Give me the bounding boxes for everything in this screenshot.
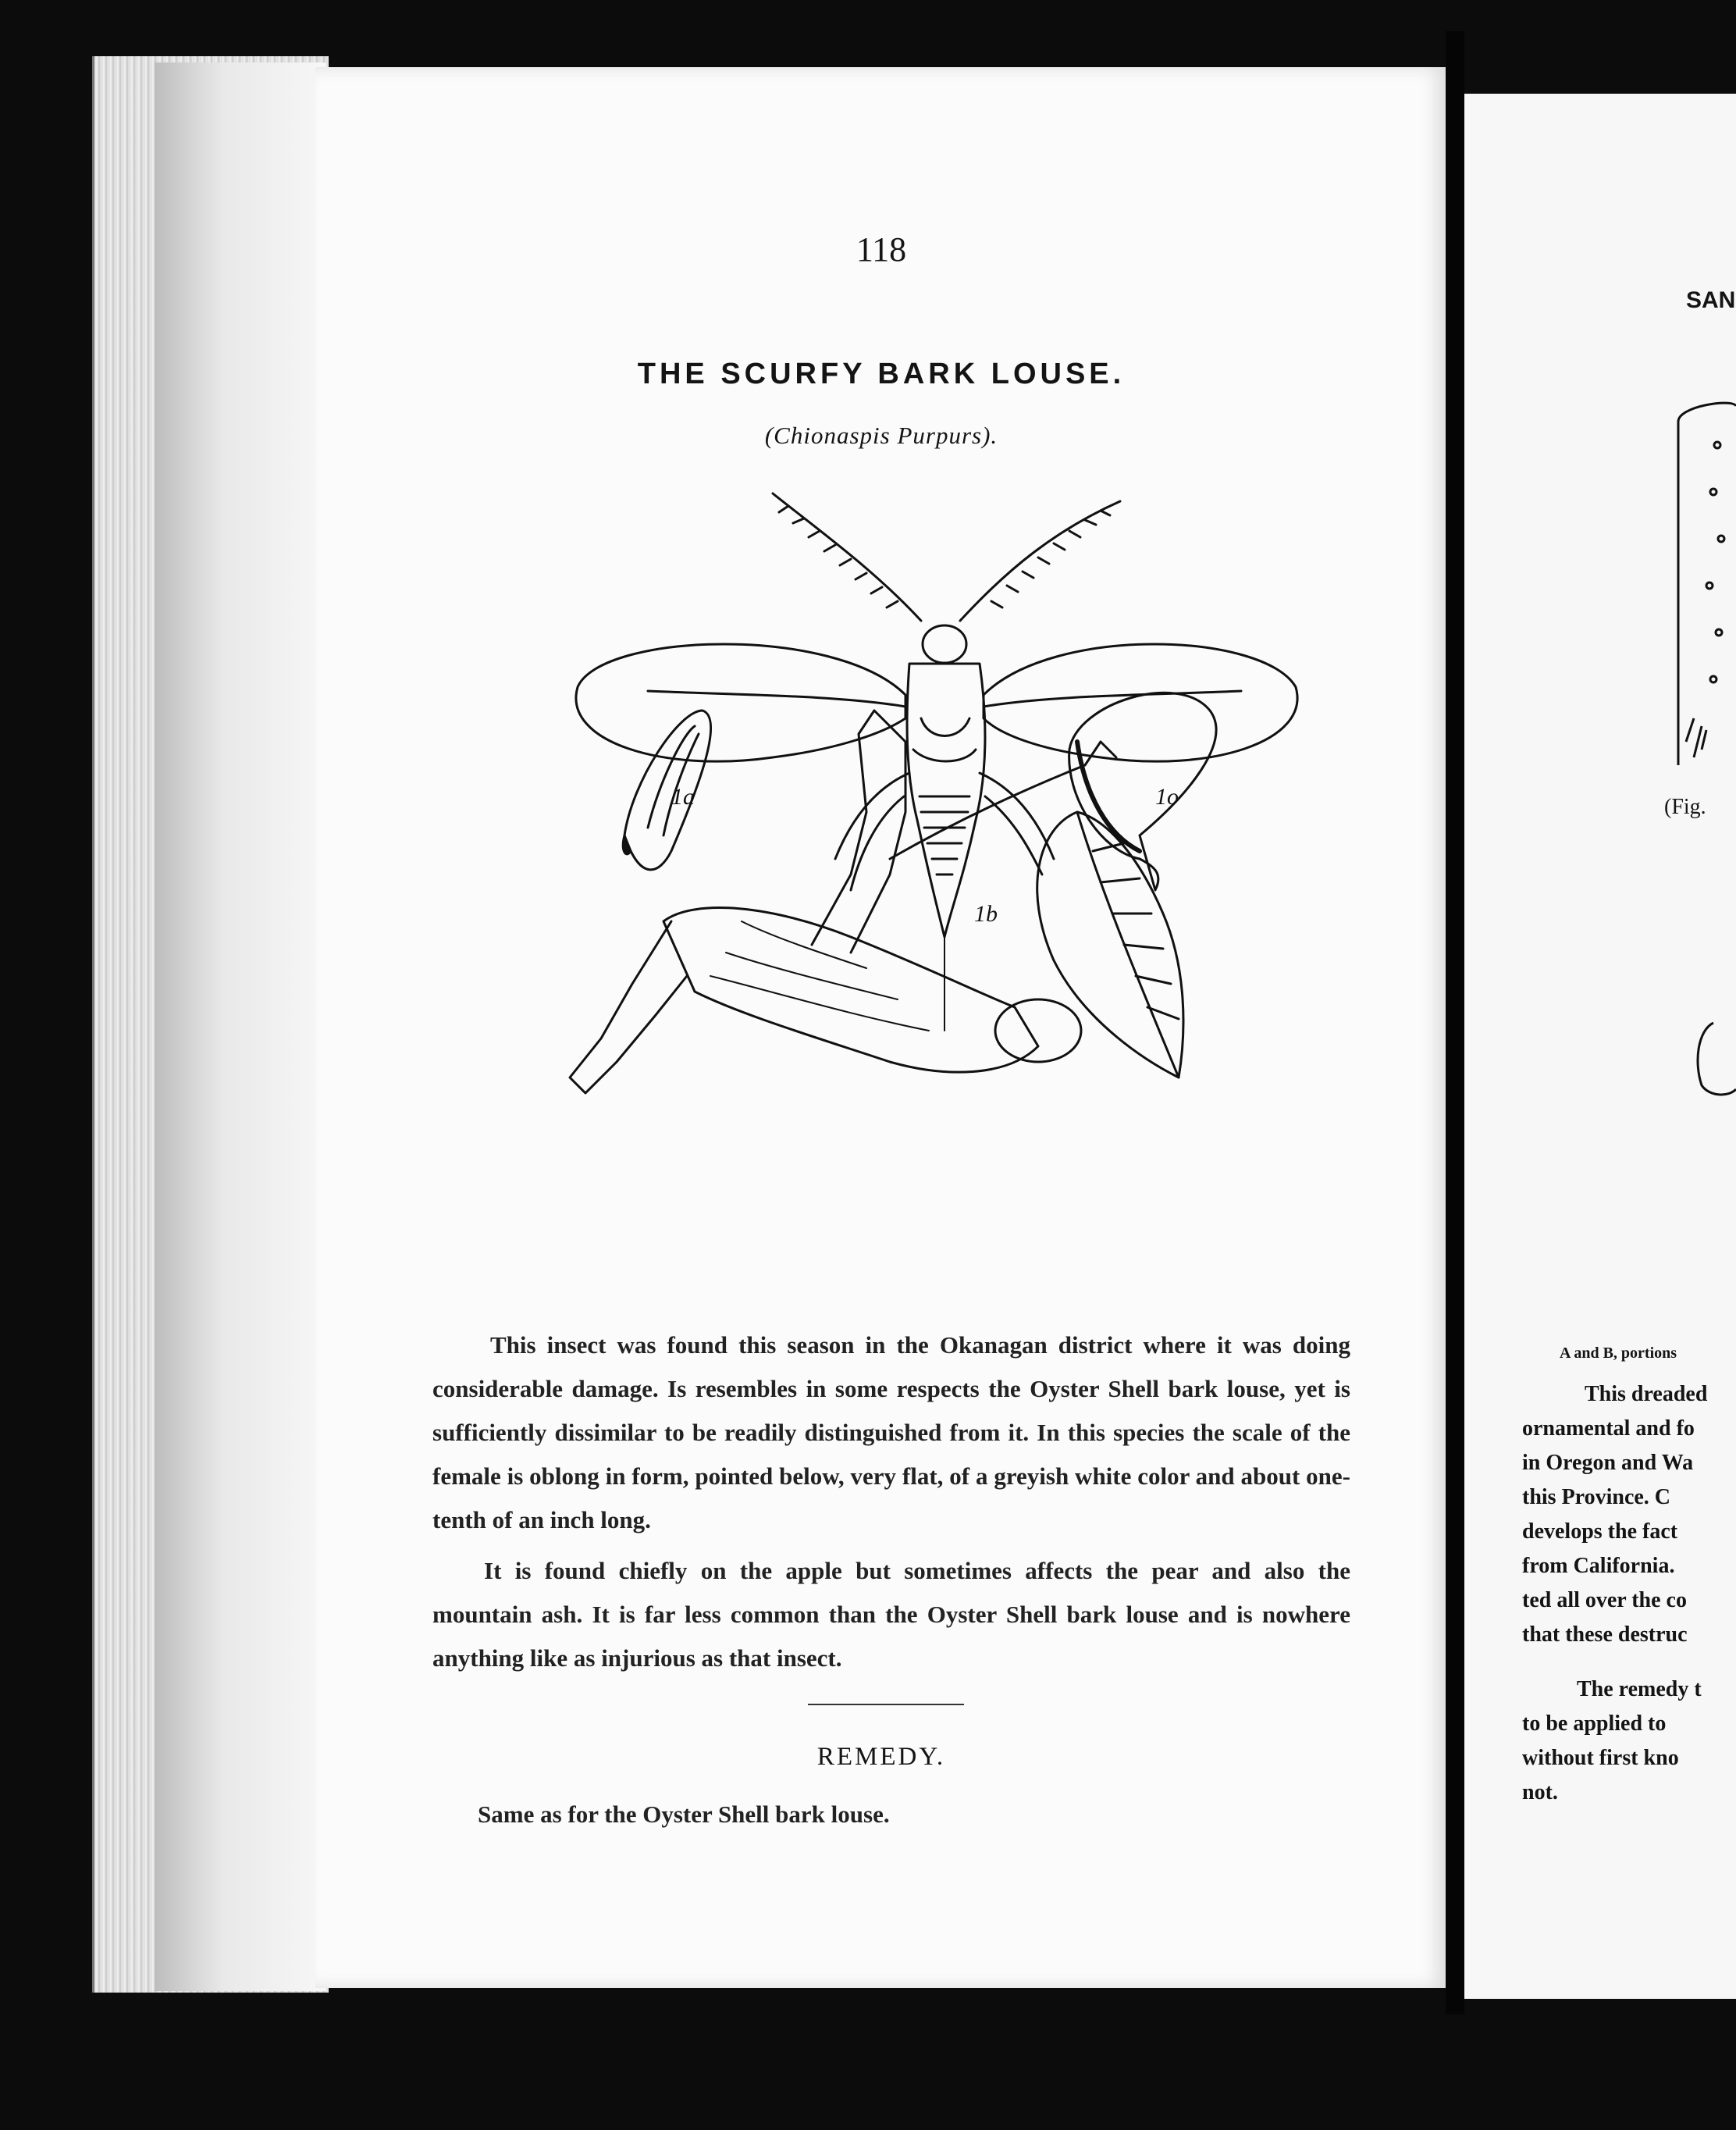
remedy-heading: REMEDY. xyxy=(816,1743,946,1771)
right-page-line: this Province. C xyxy=(1522,1485,1671,1509)
page-title: THE SCURFY BARK LOUSE. xyxy=(637,358,1126,390)
right-page-line: that these destruc xyxy=(1522,1622,1688,1647)
page-edges-inner xyxy=(155,62,326,1991)
page-subtitle: (Chionaspis Purpurs). xyxy=(764,422,998,449)
right-page-line: ornamental and fo xyxy=(1522,1416,1695,1441)
leaf xyxy=(1037,812,1183,1077)
body-paragraph: It is found chiefly on the apple but sometimes affects the pear and also the mountain ash. It is far less common than the Oyster Shell bark louse and is nowhere anything like as injurious as that insect. xyxy=(432,1557,1350,1672)
right-page-figure-small xyxy=(1690,1015,1736,1101)
right-page-line: ted all over the co xyxy=(1522,1588,1687,1612)
remedy-text: Same as for the Oyster Shell bark louse. xyxy=(478,1801,890,1828)
section-divider xyxy=(808,1704,964,1705)
right-page-caption: A and B, portions xyxy=(1560,1345,1677,1362)
right-page-line: The remedy t xyxy=(1577,1677,1702,1701)
insect-antennae xyxy=(773,493,1120,621)
right-page-heading: SAN xyxy=(1686,287,1736,313)
figure-label: 1a xyxy=(671,784,695,810)
right-page-line: not. xyxy=(1522,1780,1558,1804)
right-page-line: develops the fact xyxy=(1522,1519,1678,1544)
right-page-line: without first kno xyxy=(1522,1746,1679,1770)
right-page-line: from California. xyxy=(1522,1554,1675,1578)
page-number: 118 xyxy=(856,230,907,269)
book-gutter xyxy=(1446,31,1464,2014)
right-page-line: to be applied to xyxy=(1522,1711,1667,1736)
right-page-line: This dreaded xyxy=(1585,1382,1708,1406)
right-page-figure xyxy=(1670,398,1736,773)
right-page-figure-label: (Fig. xyxy=(1664,795,1706,819)
body-paragraph: This insect was found this season in the Okanagan district where it was doing considerable damage. Is resembles in some respects the Oyster Shell bark louse, yet is sufficiently dissimilar to be readily distinguished from it. In this species the scale of the female is oblong in form, pointed below, very flat, of a greyish white color and about one-tenth of an inch long. xyxy=(432,1331,1350,1533)
right-page-line: in Oregon and Wa xyxy=(1522,1451,1694,1475)
female-scale-1a xyxy=(623,711,710,870)
figure-label: 1b xyxy=(974,901,998,927)
branch xyxy=(570,711,1116,1093)
scurfy-bark-louse-illustration xyxy=(539,484,1319,1304)
scale-1o xyxy=(1069,693,1216,890)
figure-label: 1o xyxy=(1155,784,1179,810)
